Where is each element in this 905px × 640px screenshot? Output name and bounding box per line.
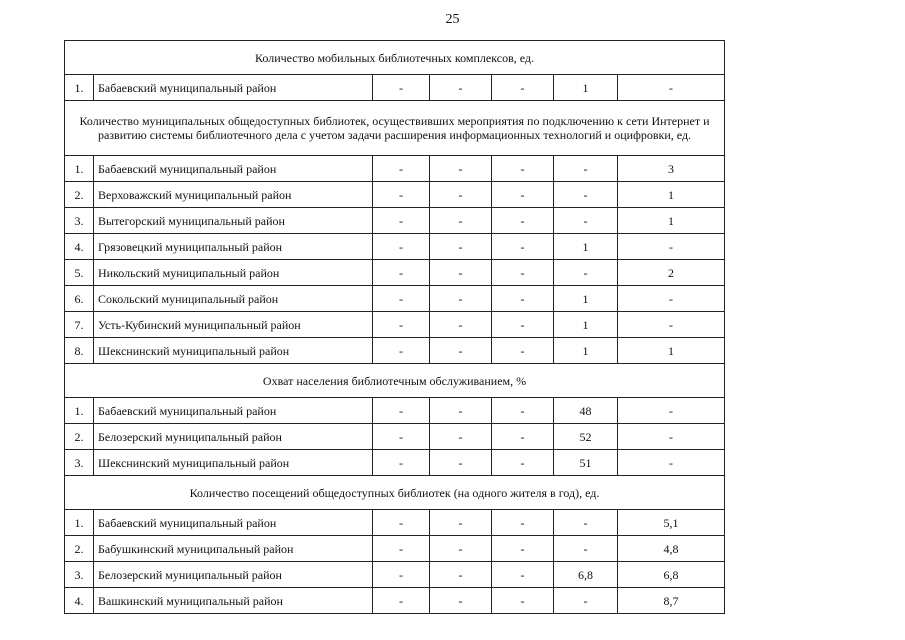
value-cell: -: [554, 156, 618, 182]
value-cell: 1: [618, 182, 725, 208]
value-cell: -: [492, 156, 554, 182]
value-cell: -: [492, 450, 554, 476]
value-cell: -: [492, 536, 554, 562]
value-cell: -: [373, 398, 430, 424]
value-cell: -: [618, 450, 725, 476]
table-row: [65, 75, 725, 101]
district-name: Белозерский муниципальный район: [94, 562, 373, 588]
value-cell: -: [373, 450, 430, 476]
value-cell: -: [430, 562, 492, 588]
value-cell: -: [373, 260, 430, 286]
value-cell: -: [430, 424, 492, 450]
value-cell: -: [492, 75, 554, 101]
table-row: [65, 424, 725, 450]
section-header-row: [65, 101, 725, 156]
value-cell: 1: [554, 234, 618, 260]
district-name: Бабаевский муниципальный район: [94, 510, 373, 536]
value-cell: -: [554, 260, 618, 286]
row-number: 1.: [65, 398, 94, 424]
value-cell: -: [492, 510, 554, 536]
table-row: [65, 338, 725, 364]
value-cell: -: [430, 338, 492, 364]
value-cell: -: [430, 208, 492, 234]
value-cell: -: [373, 234, 430, 260]
row-number: 2.: [65, 182, 94, 208]
value-cell: 1: [554, 338, 618, 364]
district-name: Вашкинский муниципальный район: [94, 588, 373, 614]
value-cell: -: [492, 588, 554, 614]
value-cell: -: [373, 312, 430, 338]
table-row: [65, 588, 725, 614]
district-name: Никольский муниципальный район: [94, 260, 373, 286]
value-cell: -: [492, 182, 554, 208]
value-cell: -: [554, 536, 618, 562]
section-title: Количество посещений общедоступных библиотек (на одного жителя в год), ед.: [65, 476, 725, 510]
value-cell: -: [430, 588, 492, 614]
district-name: Бабаевский муниципальный район: [94, 156, 373, 182]
district-name: Вытегорский муниципальный район: [94, 208, 373, 234]
value-cell: -: [618, 234, 725, 260]
table-row: [65, 510, 725, 536]
section-title: Количество мобильных библиотечных комплексов, ед.: [65, 41, 725, 75]
value-cell: 48: [554, 398, 618, 424]
value-cell: -: [554, 588, 618, 614]
value-cell: -: [430, 156, 492, 182]
section-title: Количество муниципальных общедоступных библиотек, осуществивших мероприятия по подключению к сети Интернет и развитию системы библиотечного дела с учетом задачи расширения информационных технологий и оцифровки, ед.: [65, 101, 725, 156]
table-row: [65, 312, 725, 338]
district-name: Усть-Кубинский муниципальный район: [94, 312, 373, 338]
row-number: 1.: [65, 156, 94, 182]
indicators-table: [64, 40, 725, 614]
value-cell: -: [492, 286, 554, 312]
value-cell: 1: [618, 338, 725, 364]
row-number: 3.: [65, 208, 94, 234]
value-cell: -: [492, 260, 554, 286]
value-cell: -: [373, 286, 430, 312]
value-cell: -: [618, 312, 725, 338]
row-number: 1.: [65, 510, 94, 536]
row-number: 6.: [65, 286, 94, 312]
district-name: Шекснинский муниципальный район: [94, 338, 373, 364]
value-cell: -: [618, 398, 725, 424]
section-header-row: [65, 476, 725, 510]
row-number: 8.: [65, 338, 94, 364]
row-number: 3.: [65, 562, 94, 588]
table-row: [65, 182, 725, 208]
row-number: 2.: [65, 424, 94, 450]
value-cell: -: [492, 338, 554, 364]
row-number: 3.: [65, 450, 94, 476]
value-cell: 4,8: [618, 536, 725, 562]
value-cell: -: [373, 208, 430, 234]
row-number: 5.: [65, 260, 94, 286]
value-cell: 1: [554, 286, 618, 312]
value-cell: 2: [618, 260, 725, 286]
value-cell: -: [430, 450, 492, 476]
value-cell: -: [373, 156, 430, 182]
value-cell: -: [430, 260, 492, 286]
table-row: [65, 562, 725, 588]
district-name: Бабаевский муниципальный район: [94, 75, 373, 101]
district-name: Верховажский муниципальный район: [94, 182, 373, 208]
row-number: 4.: [65, 588, 94, 614]
value-cell: 52: [554, 424, 618, 450]
value-cell: 1: [618, 208, 725, 234]
district-name: Бабаевский муниципальный район: [94, 398, 373, 424]
row-number: 4.: [65, 234, 94, 260]
table-row: [65, 536, 725, 562]
value-cell: -: [373, 75, 430, 101]
section-header-row: [65, 41, 725, 75]
value-cell: -: [492, 234, 554, 260]
value-cell: -: [373, 588, 430, 614]
value-cell: -: [492, 312, 554, 338]
value-cell: -: [618, 75, 725, 101]
value-cell: 51: [554, 450, 618, 476]
value-cell: -: [430, 312, 492, 338]
page-number: 25: [445, 12, 460, 27]
district-name: Белозерский муниципальный район: [94, 424, 373, 450]
value-cell: -: [492, 562, 554, 588]
section-header-row: [65, 364, 725, 398]
value-cell: -: [373, 510, 430, 536]
value-cell: -: [618, 286, 725, 312]
value-cell: 3: [618, 156, 725, 182]
value-cell: -: [430, 234, 492, 260]
table-row: [65, 260, 725, 286]
value-cell: -: [373, 338, 430, 364]
value-cell: -: [430, 182, 492, 208]
table-row: [65, 156, 725, 182]
value-cell: 8,7: [618, 588, 725, 614]
value-cell: -: [554, 510, 618, 536]
value-cell: -: [430, 398, 492, 424]
value-cell: -: [430, 286, 492, 312]
table-row: [65, 286, 725, 312]
value-cell: -: [373, 536, 430, 562]
value-cell: -: [430, 75, 492, 101]
value-cell: -: [430, 536, 492, 562]
table-row: [65, 450, 725, 476]
row-number: 1.: [65, 75, 94, 101]
value-cell: -: [618, 424, 725, 450]
value-cell: -: [492, 398, 554, 424]
value-cell: 5,1: [618, 510, 725, 536]
district-name: Бабушкинский муниципальный район: [94, 536, 373, 562]
value-cell: -: [554, 182, 618, 208]
row-number: 7.: [65, 312, 94, 338]
value-cell: -: [373, 182, 430, 208]
district-name: Сокольский муниципальный район: [94, 286, 373, 312]
table-row: [65, 398, 725, 424]
value-cell: -: [430, 510, 492, 536]
value-cell: -: [373, 562, 430, 588]
district-name: Грязовецкий муниципальный район: [94, 234, 373, 260]
value-cell: -: [373, 424, 430, 450]
row-number: 2.: [65, 536, 94, 562]
value-cell: -: [554, 208, 618, 234]
section-title: Охват населения библиотечным обслуживанием, %: [65, 364, 725, 398]
value-cell: 6,8: [618, 562, 725, 588]
value-cell: 1: [554, 75, 618, 101]
value-cell: -: [492, 208, 554, 234]
value-cell: -: [492, 424, 554, 450]
value-cell: 6,8: [554, 562, 618, 588]
table-body: [65, 41, 725, 614]
table-row: [65, 208, 725, 234]
value-cell: 1: [554, 312, 618, 338]
table-row: [65, 234, 725, 260]
district-name: Шекснинский муниципальный район: [94, 450, 373, 476]
